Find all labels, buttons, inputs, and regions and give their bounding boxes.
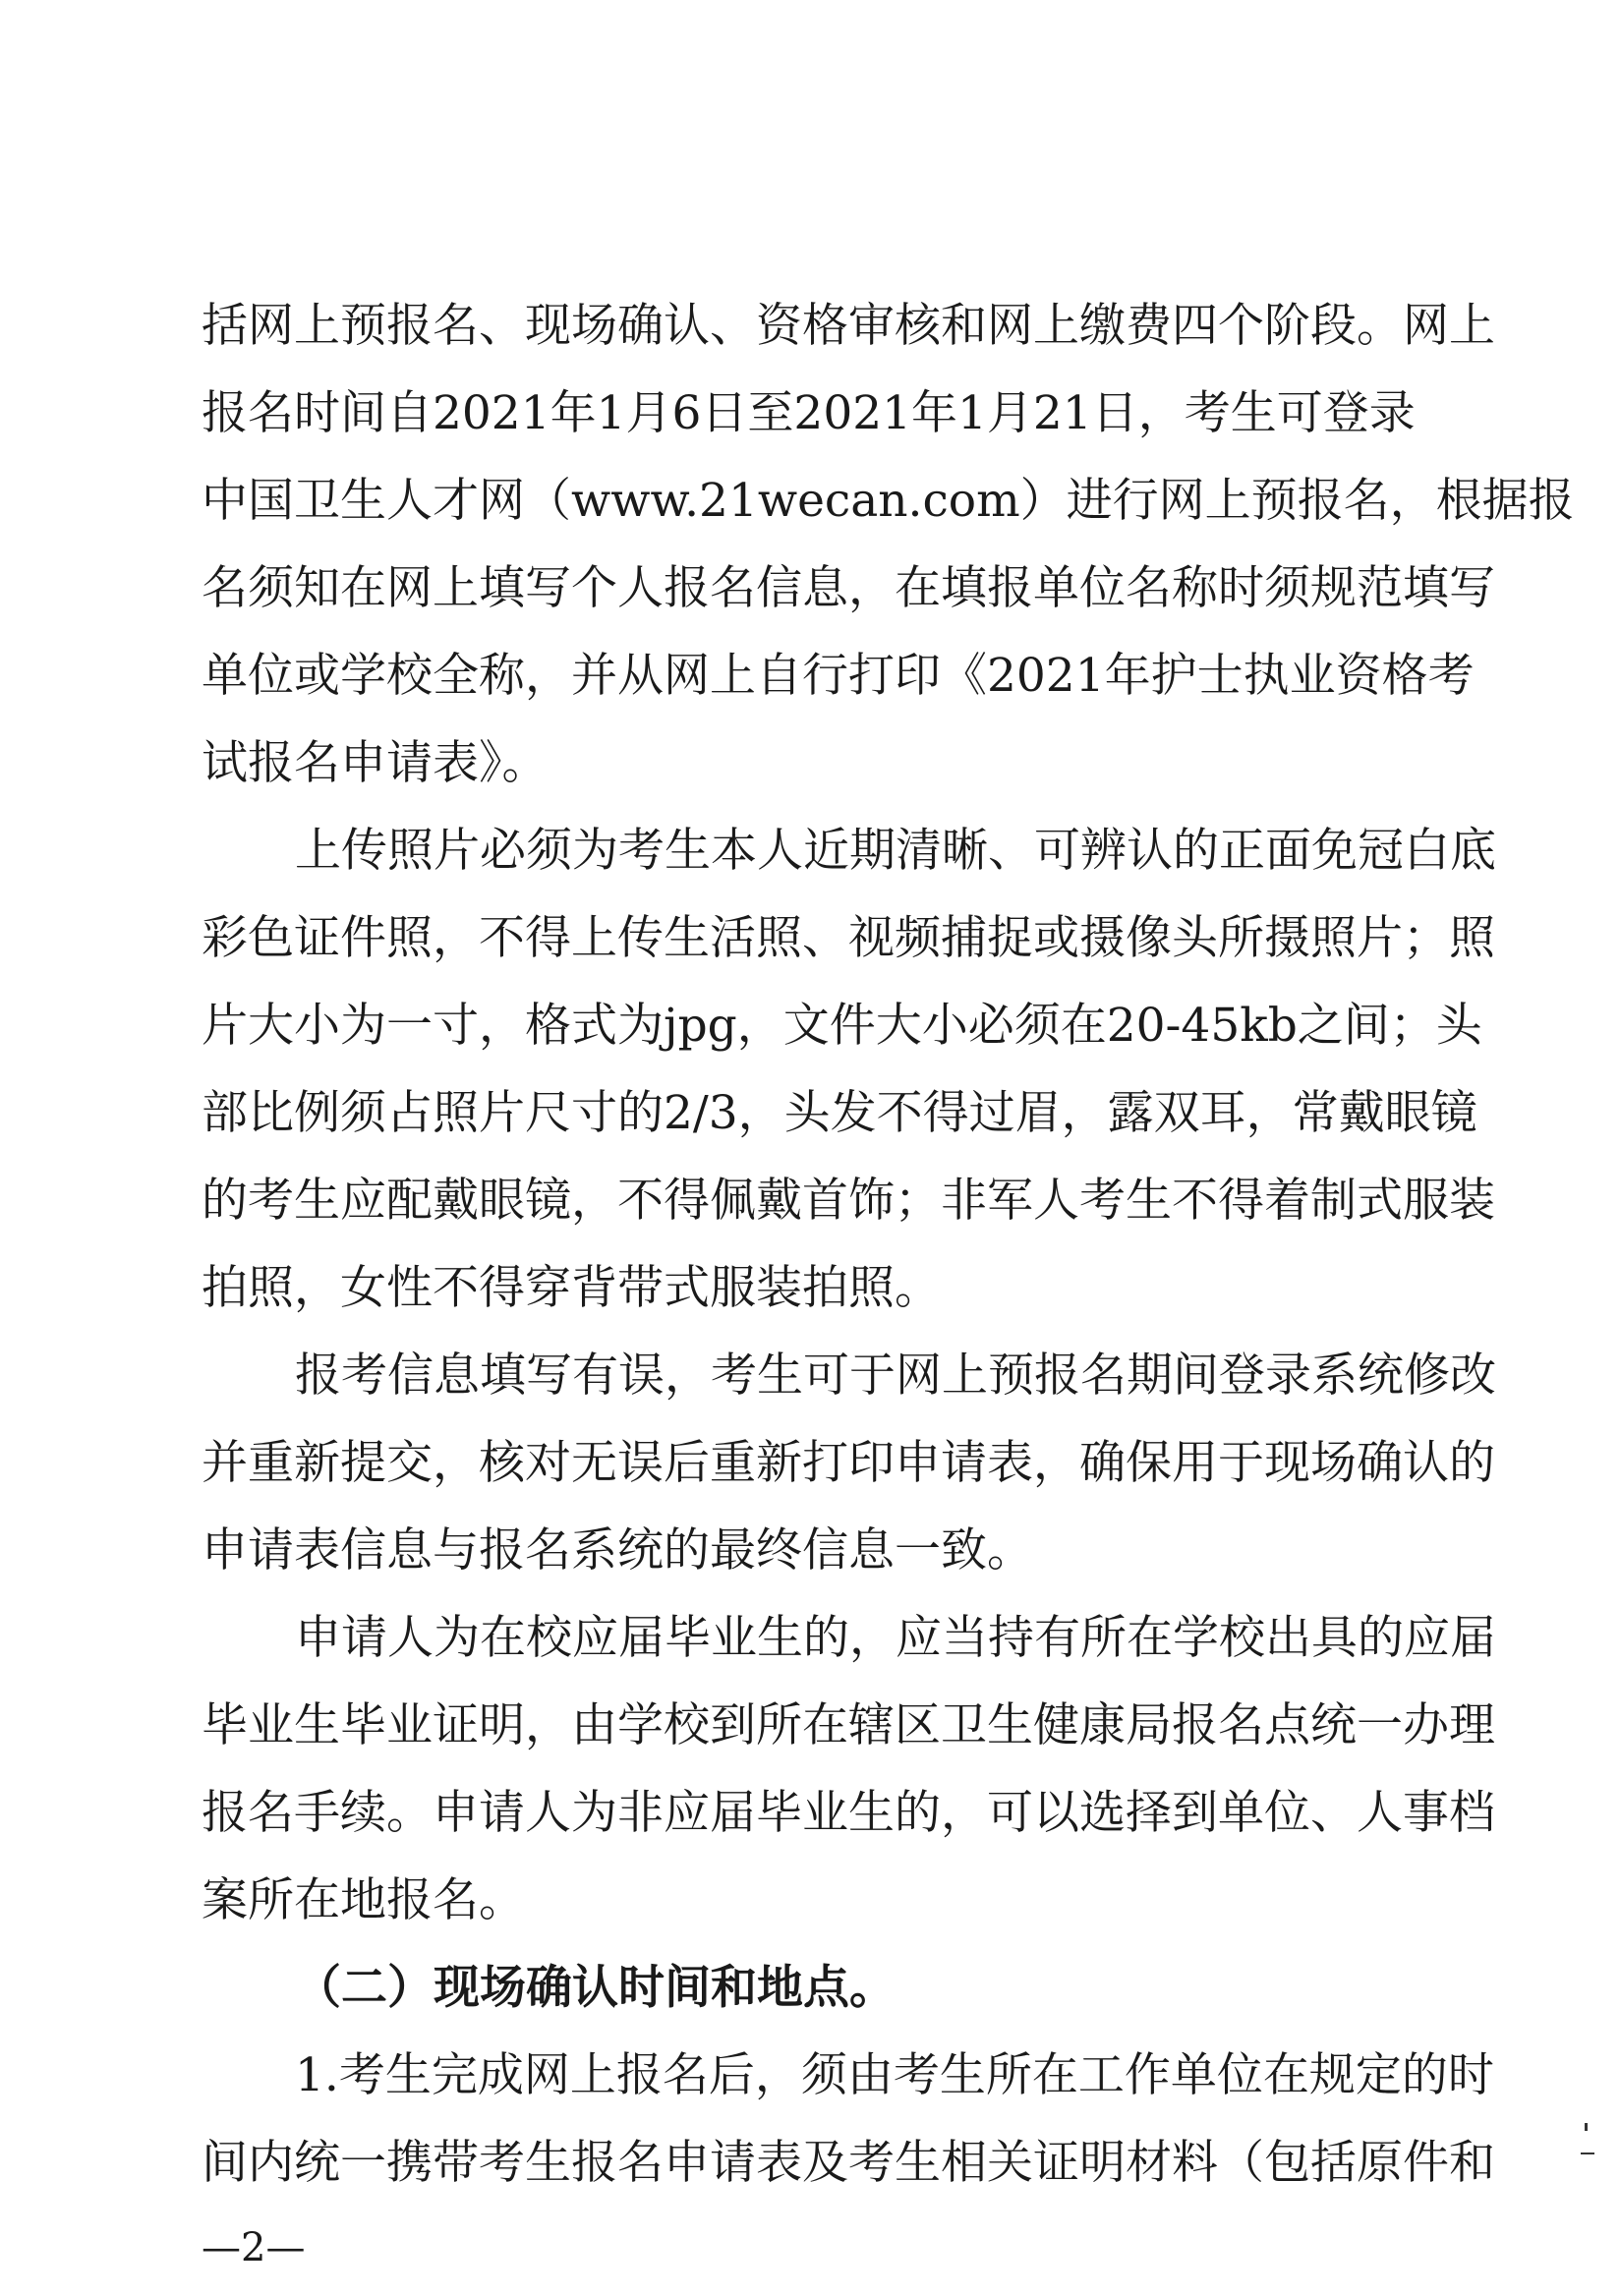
para1-line3: 中国卫生人才网（www.21wecan.com）进行网上预报名，根据报 (202, 474, 1575, 528)
para1-line4: 名须知在网上填写个人报名信息，在填报单位名称时须规范填写 (202, 561, 1495, 615)
para1-line1: 括网上预报名、现场确认、资格审核和网上缴费四个阶段。网上 (202, 299, 1495, 353)
scan-mark-top (1585, 2123, 1588, 2131)
para4-line1: 申请人为在校应届毕业生的，应当持有所在学校出具的应届 (295, 1611, 1496, 1665)
para2-line2: 彩色证件照，不得上传生活照、视频捕捉或摄像头所摄照片；照 (202, 911, 1495, 965)
para1-line6: 试报名申请表》。 (202, 736, 549, 790)
scan-mark-bottom (1581, 2152, 1594, 2154)
para2-line1: 上传照片必须为考生本人近期清晰、可辨认的正面免冠白底 (295, 824, 1496, 878)
para1-line2: 报名时间自2021年1月6日至2021年1月21日，考生可登录 (202, 386, 1416, 440)
para5-line2: 间内统一携带考生报名申请表及考生相关证明材料（包括原件和 (202, 2136, 1495, 2190)
para4-line4: 案所在地报名。 (202, 1873, 525, 1927)
para2-line5: 的考生应配戴眼镜，不得佩戴首饰；非军人考生不得着制式服装 (202, 1174, 1495, 1228)
para3-line3: 申请表信息与报名系统的最终信息一致。 (202, 1523, 1033, 1578)
section-heading: （二）现场确认时间和地点。 (295, 1961, 896, 2015)
para2-line6: 拍照，女性不得穿背带式服装拍照。 (202, 1261, 941, 1315)
para3-line1: 报考信息填写有误，考生可于网上预报名期间登录系统修改 (295, 1349, 1496, 1403)
para3-line2: 并重新提交，核对无误后重新打印申请表，确保用于现场确认的 (202, 1436, 1495, 1490)
para1-line5: 单位或学校全称，并从网上自行打印《2021年护士执业资格考 (202, 649, 1475, 703)
para5-line1: 1.考生完成网上报名后，须由考生所在工作单位在规定的时 (295, 2048, 1494, 2102)
para2-line4: 部比例须占照片尺寸的2/3，头发不得过眉，露双耳，常戴眼镜 (202, 1086, 1477, 1140)
para4-line3: 报名手续。申请人为非应届毕业生的，可以选择到单位、人事档 (202, 1786, 1495, 1840)
page-number: —2— (202, 2225, 306, 2270)
para4-line2: 毕业生毕业证明，由学校到所在辖区卫生健康局报名点统一办理 (202, 1698, 1495, 1752)
para2-line3: 片大小为一寸，格式为jpg，文件大小必须在20-45kb之间；头 (202, 999, 1482, 1053)
